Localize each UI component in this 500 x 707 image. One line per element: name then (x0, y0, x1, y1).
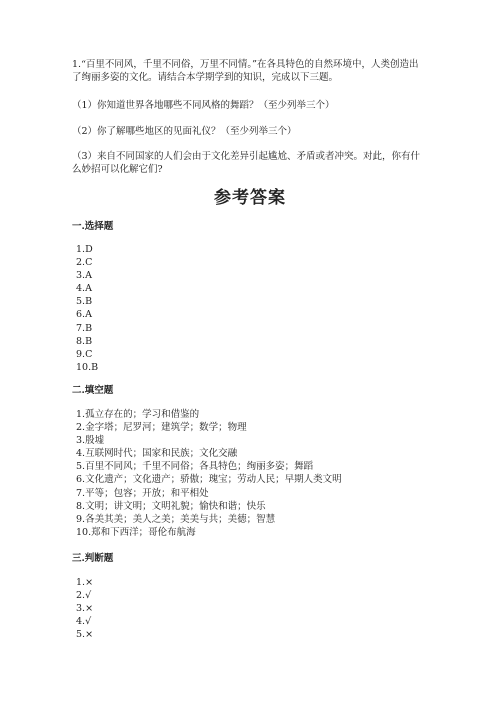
answer-item: 5.× (76, 629, 94, 641)
answer-item: 2.√ (76, 590, 92, 602)
answer-item: 10.郑和下西洋；哥伦布航海 (76, 526, 196, 538)
answer-item: 9.各美其美；美人之美；美美与共；美德；智慧 (76, 513, 276, 525)
answer-item: 4.互联网时代；国家和民族；文化交融 (76, 448, 238, 460)
judge-answers (76, 576, 93, 641)
answer-item: 5.百里不同风；千里不同俗；各具特色；绚丽多姿；舞蹈 (76, 461, 314, 473)
sub-question-1: （1）你知道世界各地哪些不同风格的舞蹈？（至少列举三个） (72, 100, 335, 111)
answer-item: 6.文化遗产；文化遗产；骄傲；瑰宝；劳动人民；早期人类文明 (76, 474, 342, 486)
section-heading-choice: 一.选择题 (72, 221, 114, 232)
sub-question-2: （2）你了解哪些地区的见面礼仪？（至少列举三个） (72, 126, 297, 137)
answer-item: 7.平等；包容；开放；和平相处 (76, 487, 209, 499)
answer-item: 9.C (76, 348, 93, 360)
fill-answers (76, 408, 342, 539)
answer-item: 1.D (76, 244, 93, 255)
section-heading-judge: 三.判断题 (72, 553, 114, 564)
answer-item: 3.殷墟 (76, 435, 105, 447)
answer-item: 7.B (76, 322, 93, 334)
sub-question-3: （3）来自不同国家的人们会由于文化差异引起尴尬、矛盾或者冲突。对此，你有什么妙招可以化解它们? (72, 151, 421, 175)
answer-item: 1.孤立存在的；学习和借鉴的 (76, 409, 200, 420)
answer-item: 1.× (76, 577, 94, 588)
section-heading-fill: 二.填空题 (72, 385, 114, 396)
answer-item: 3.× (76, 603, 94, 615)
answer-item: 2.C (76, 257, 93, 269)
answer-title: 参考答案 (214, 188, 286, 208)
answer-item: 3.A (76, 270, 92, 282)
answer-item: 5.B (76, 296, 93, 308)
choice-answers (76, 243, 98, 374)
answer-item: 8.文明；讲文明；文明礼貌；愉快和谐；快乐 (76, 500, 266, 512)
answer-item: 6.A (76, 309, 92, 321)
answer-item: 10.B (76, 361, 99, 373)
answer-item: 2.金字塔；尼罗河；建筑学；数学；物理 (76, 422, 247, 434)
answer-item: 4.√ (76, 616, 92, 628)
question-intro: 1.“百里不同风，千里不同俗，万里不同情。”在各具特色的自然环境中，人类创造出了绚丽多姿的文化。请结合本学期学到的知识，完成以下三题。 (72, 59, 419, 83)
answer-item: 8.B (76, 335, 93, 347)
answer-item: 4.A (76, 283, 92, 295)
